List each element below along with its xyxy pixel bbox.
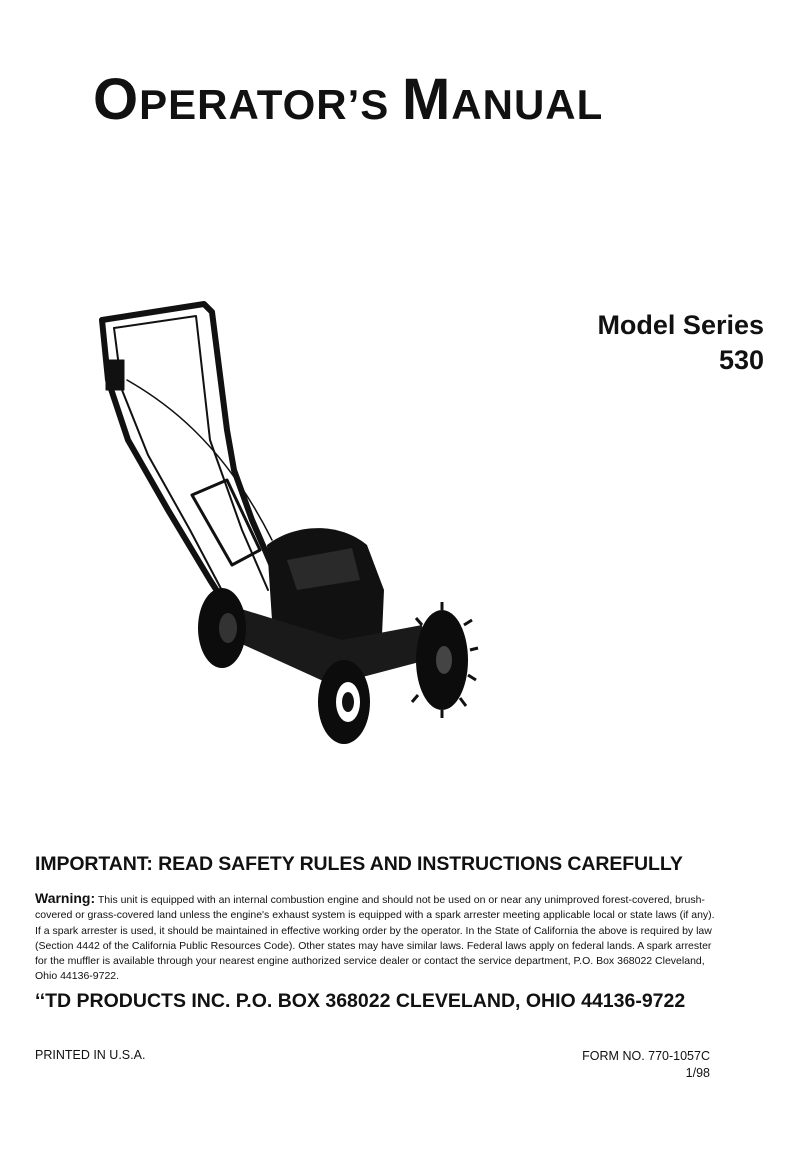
title-perator: PERATOR	[139, 81, 348, 128]
form-block	[582, 1048, 710, 1082]
warning-paragraph	[35, 891, 715, 985]
title-cap-m: M	[401, 67, 452, 132]
important-heading: IMPORTANT: READ SAFETY RULES AND INSTRUCTIONS CAREFULLY	[35, 853, 683, 875]
printed-in-label: PRINTED IN U.S.A.	[35, 1048, 146, 1062]
model-number: 530	[718, 345, 764, 375]
company-address-line: ‘‘TD PRODUCTS INC. P.O. BOX 368022 CLEVELAND, OHIO 44136-9722	[35, 990, 686, 1012]
edger-illustration	[92, 290, 492, 760]
title-cap-o: O	[93, 67, 140, 132]
form-number: FORM NO. 770-1057C	[582, 1049, 710, 1063]
date-code: 1/98	[685, 1066, 710, 1080]
manual-title	[93, 66, 603, 133]
title-anual: ANUAL	[451, 81, 604, 128]
title-apostrophe-s: ’S	[347, 81, 402, 128]
warning-text: This unit is equipped with an internal combustion engine and should not be used on or near any unimproved forest-covered, brush-covered or grass-covered land unless the engine's exhaust system is equipped with a spark arrester meeting applicable local or state laws (if any). If a spark arrester is used, it should be maintained in effective working order by the operator. In the State of California the above is required by law (Section 4442 of the California Public Resources Code). Other states may have similar laws. Federal laws apply on federal lands. A spark arrester for the muffler is available through your nearest engine authorized service dealer or contact the service department, P.O. Box 368022 Cleveland, Ohio 44136-9722.	[35, 894, 715, 983]
model-series-label: Model Series	[597, 310, 764, 340]
model-block	[597, 308, 764, 378]
warning-label: Warning:	[35, 890, 96, 906]
